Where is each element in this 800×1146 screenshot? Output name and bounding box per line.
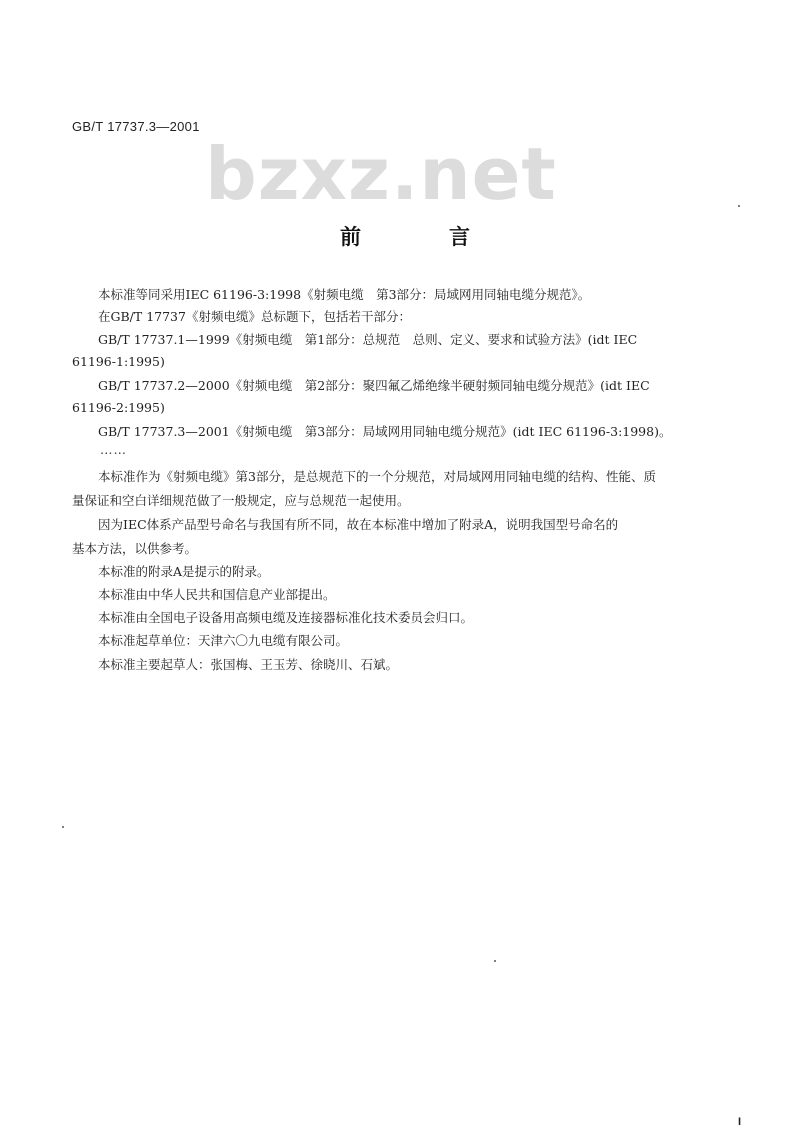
title-char-1: 前 (340, 225, 361, 249)
paragraph-committee: 本标准由全国电子设备用高频电缆及连接器标准化技术委员会归口。 (98, 610, 474, 625)
list-item-part1: GB/T 17737.1—1999《射频电缆 第1部分：总规范 总则、定义、要求和试验方法》(idt IEC (98, 332, 638, 347)
page-number: I (738, 1116, 742, 1128)
list-item-part1-cont: 61196-1:1995) (72, 354, 165, 369)
page-title (340, 221, 470, 251)
paragraph-drafting-unit: 本标准起草单位：天津六〇九电缆有限公司。 (98, 633, 349, 648)
standard-number: GB/T 17737.3—2001 (72, 119, 200, 134)
title-char-2: 言 (449, 225, 470, 249)
paragraph-annex-reason: 因为IEC体系产品型号命名与我国有所不同，故在本标准中增加了附录A，说明我国型号命名的 (98, 517, 619, 532)
paragraph-scope: 本标准作为《射频电缆》第3部分，是总规范下的一个分规范，对局域网用同轴电缆的结构、性能、质 (98, 469, 656, 484)
scan-speck (62, 826, 64, 828)
watermark: bzxz.net (205, 132, 557, 216)
paragraph-drafters: 本标准主要起草人：张国梅、王玉芳、徐晓川、石斌。 (98, 657, 399, 672)
paragraph-adoption: 本标准等同采用IEC 61196-3:1998《射频电缆 第3部分：局域网用同轴电缆分规范》。 (98, 287, 591, 302)
list-item-part2-cont: 61196-2:1995) (72, 400, 165, 415)
paragraph-scope-cont: 量保证和空白详细规范做了一般规定，应与总规范一起使用。 (72, 493, 410, 508)
scan-speck (494, 960, 496, 962)
paragraph-proposer: 本标准由中华人民共和国信息产业部提出。 (98, 587, 336, 602)
paragraph-annex-note: 本标准的附录A是提示的附录。 (98, 564, 270, 579)
list-item-part3: GB/T 17737.3—2001《射频电缆 第3部分：局域网用同轴电缆分规范》(idt IEC 61196-3:1998)。 (98, 424, 672, 439)
list-item-part2: GB/T 17737.2—2000《射频电缆 第2部分：聚四氟乙烯绝缘半硬射频同轴电缆分规范》(idt IEC (98, 378, 650, 393)
scan-speck (738, 205, 740, 207)
list-ellipsis: …… (100, 442, 127, 457)
paragraph-series-intro: 在GB/T 17737《射频电缆》总标题下，包括若干部分： (98, 309, 411, 324)
paragraph-annex-reason-cont: 基本方法，以供参考。 (72, 541, 198, 556)
